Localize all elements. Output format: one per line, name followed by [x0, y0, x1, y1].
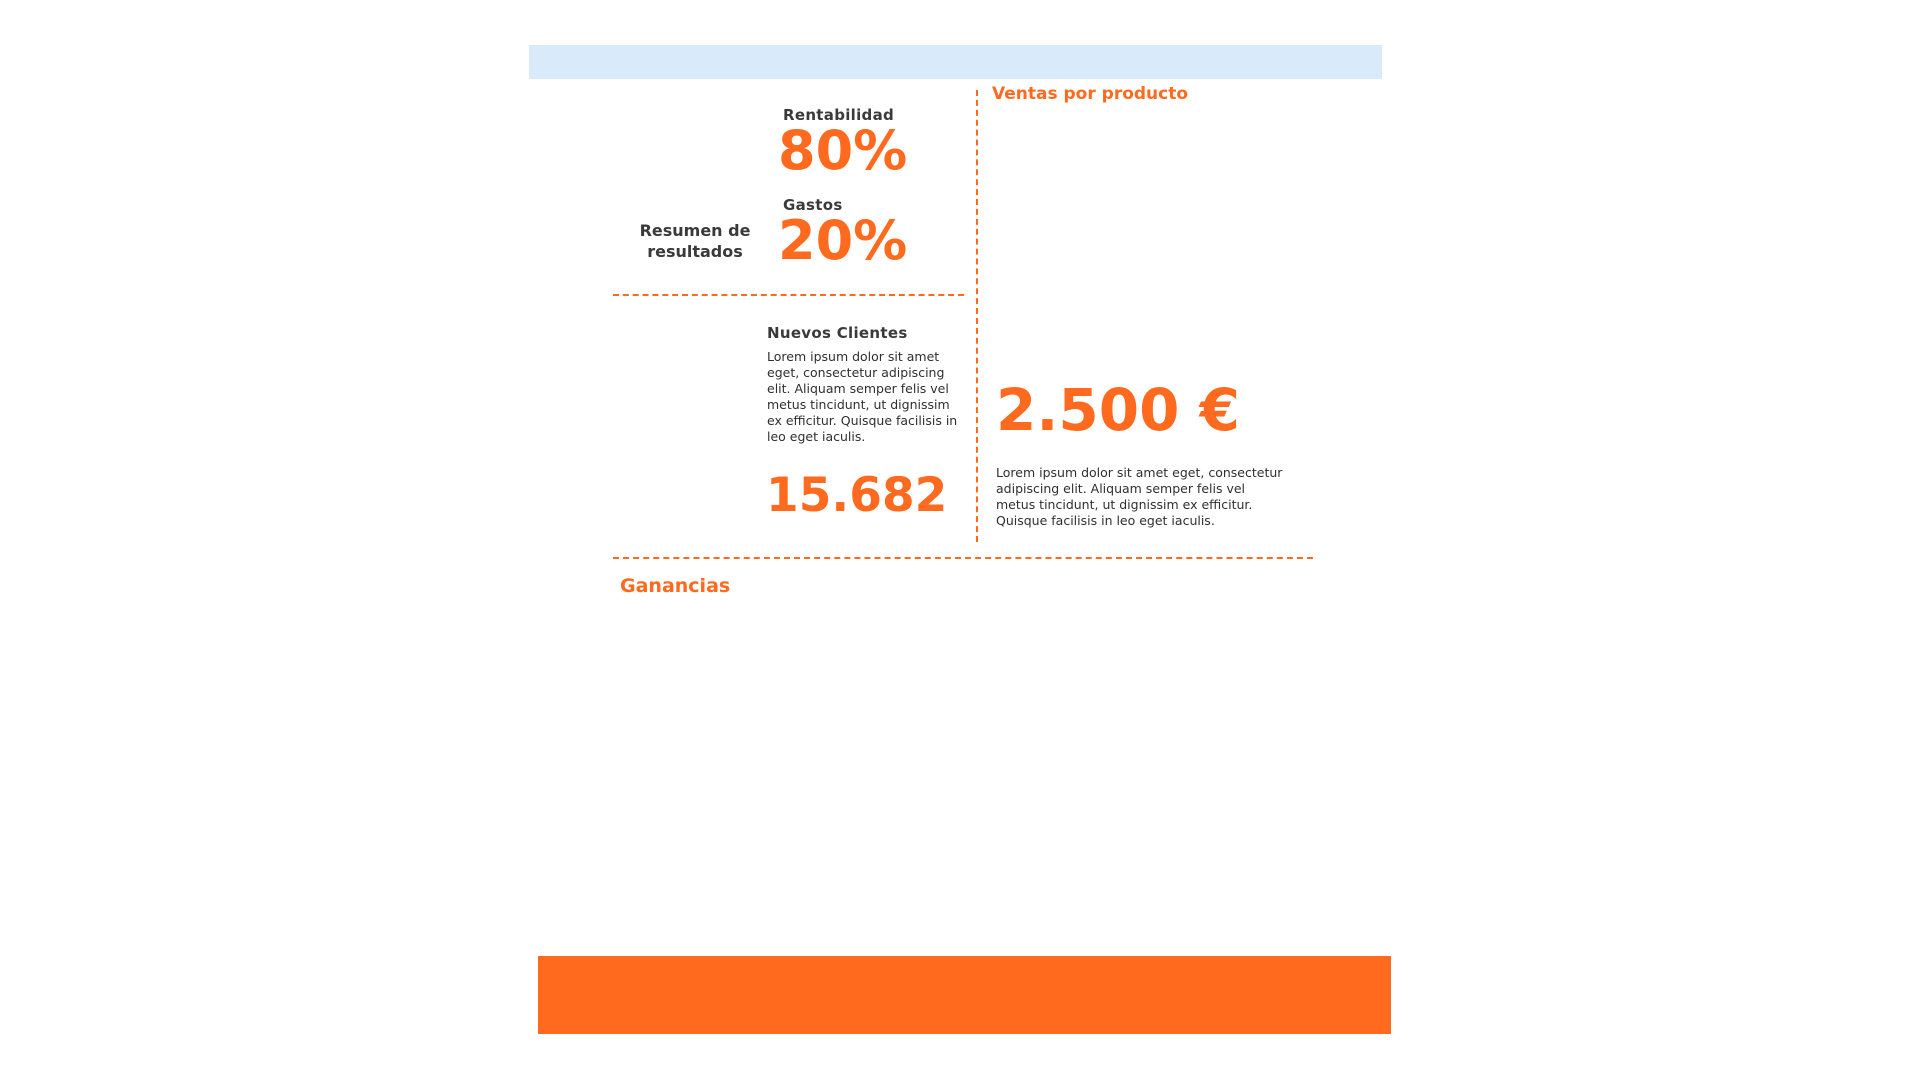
divider-left-top: [613, 294, 964, 296]
ganancias-title: Ganancias: [620, 575, 731, 597]
gastos-label: Gastos: [783, 196, 843, 214]
header-band: [529, 45, 1382, 79]
gastos-value: 20%: [778, 209, 908, 272]
ventas-description: Lorem ipsum dolor sit amet eget, consectetur adipiscing elit. Aliquam semper felis vel metus tincidunt, ut dignissim ex efficitur. Quisque facilisis in leo eget iaculis.: [996, 465, 1283, 528]
rentabilidad-label: Rentabilidad: [783, 106, 895, 124]
divider-vertical: [976, 90, 978, 542]
footer-band: [538, 956, 1391, 1034]
ventas-title: Ventas por producto: [992, 84, 1189, 104]
clientes-value: 15.682: [766, 468, 948, 523]
divider-horizontal: [613, 557, 1313, 559]
clientes-description: Lorem ipsum dolor sit amet eget, consectetur adipiscing elit. Aliquam semper felis vel metus tincidunt, ut dignissim ex efficitur. Quisque facilisis in leo eget iaculis.: [767, 349, 958, 444]
rentabilidad-value: 80%: [778, 119, 908, 182]
summary-title: Resumen de resultados: [639, 221, 751, 261]
ventas-value: 2.500 €: [996, 376, 1241, 444]
clientes-title: Nuevos Clientes: [767, 324, 908, 342]
